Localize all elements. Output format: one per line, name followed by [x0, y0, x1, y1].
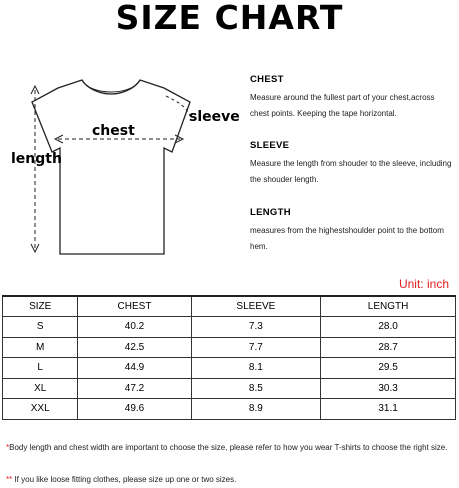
size-table [2, 295, 456, 420]
header-size: SIZE [3, 296, 78, 317]
table-row [3, 337, 456, 358]
cell-size: S [3, 317, 78, 338]
cell-sleeve: 7.3 [191, 317, 321, 338]
note-marker: ** [6, 475, 13, 484]
table-row [3, 378, 456, 399]
cell-chest: 44.9 [78, 358, 191, 379]
cell-sleeve: 8.1 [191, 358, 321, 379]
header-length: LENGTH [321, 296, 456, 317]
length-heading: LENGTH [250, 207, 291, 218]
sleeve-instruction [250, 140, 455, 188]
chest-instruction [250, 74, 455, 122]
cell-chest: 49.6 [78, 399, 191, 420]
page-title: SIZE CHART [115, 0, 344, 37]
sleeve-heading: SLEEVE [250, 140, 290, 151]
cell-length: 31.1 [321, 399, 456, 420]
tshirt-diagram [0, 66, 240, 266]
note-loose-fit [6, 472, 454, 488]
cell-length: 28.7 [321, 337, 456, 358]
table-row [3, 399, 456, 420]
cell-sleeve: 8.9 [191, 399, 321, 420]
header-chest: CHEST [78, 296, 191, 317]
length-instruction [250, 207, 455, 255]
cell-size: XXL [3, 399, 78, 420]
header-sleeve: SLEEVE [191, 296, 321, 317]
length-text: measures from the highestshoulder point to the bottom hem. [250, 226, 444, 251]
cell-length: 28.0 [321, 317, 456, 338]
unit-label: Unit: inch [398, 277, 449, 291]
sleeve-label: sleeve [189, 109, 240, 125]
note-text: Body length and chest width are important to choose the size, please refer to how you wear T-shirts to choose the right size. [9, 443, 448, 452]
table-row [3, 358, 456, 379]
chest-label: chest [92, 123, 135, 139]
sleeve-text: Measure the length from shouder to the sleeve, including the shouder length. [250, 159, 452, 184]
table-row [3, 317, 456, 338]
cell-chest: 47.2 [78, 378, 191, 399]
cell-sleeve: 8.5 [191, 378, 321, 399]
chest-heading: CHEST [250, 74, 284, 85]
note-text: If you like loose fitting clothes, please size up one or two sizes. [12, 475, 237, 484]
note-marker: * [6, 443, 10, 452]
cell-size: L [3, 358, 78, 379]
cell-length: 29.5 [321, 358, 456, 379]
cell-length: 30.3 [321, 378, 456, 399]
cell-size: M [3, 337, 78, 358]
cell-chest: 40.2 [78, 317, 191, 338]
length-label: length [11, 151, 62, 167]
table-header-row [3, 296, 456, 317]
cell-sleeve: 7.7 [191, 337, 321, 358]
note-body-length [6, 440, 454, 456]
cell-size: XL [3, 378, 78, 399]
chest-text: Measure around the fullest part of your chest,across chest points. Keeping the tape horizontal. [250, 93, 435, 118]
cell-chest: 42.5 [78, 337, 191, 358]
